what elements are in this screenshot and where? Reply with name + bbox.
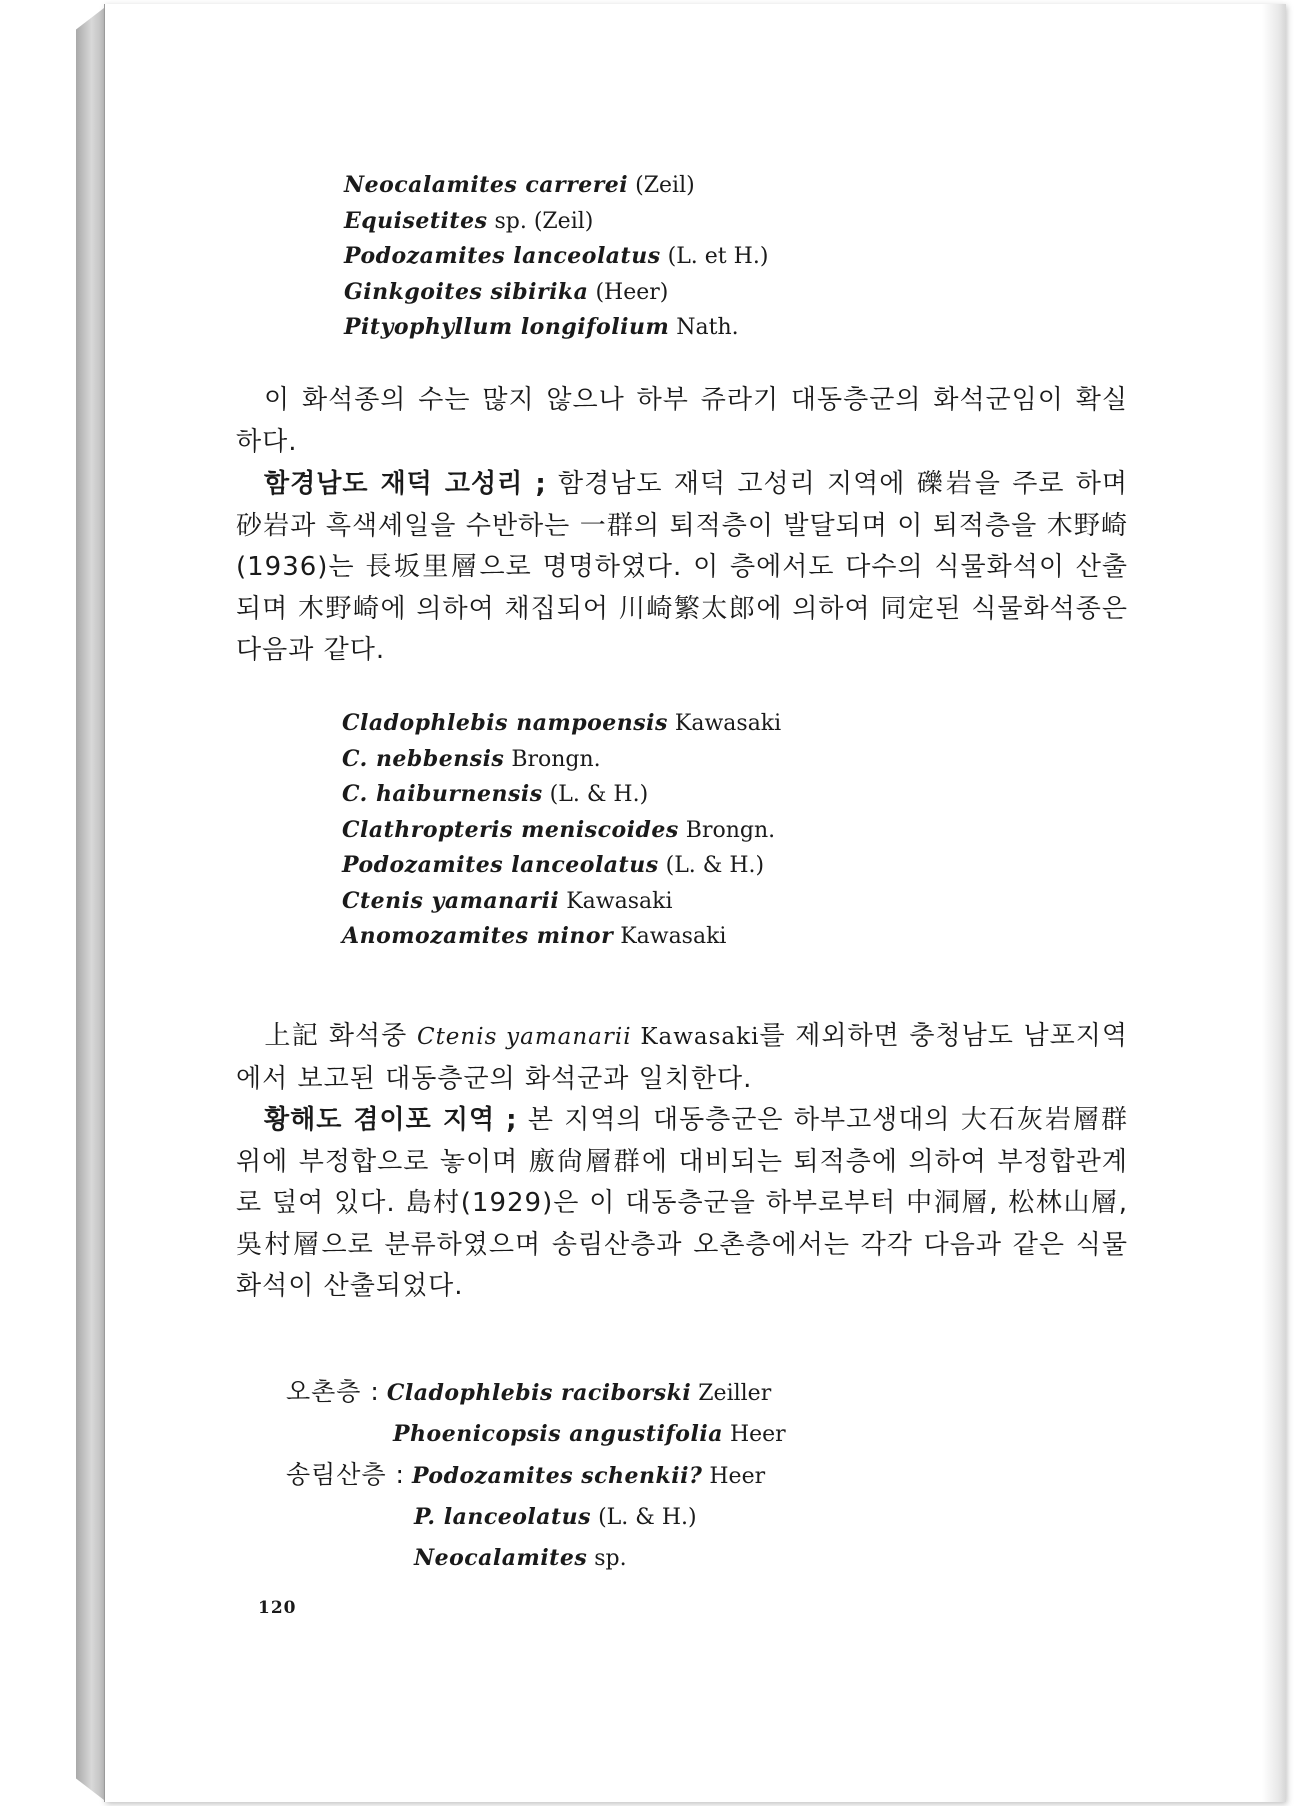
list-item: Cladophlebis nampoensis Kawasaki <box>342 710 782 736</box>
list-item: Ginkgoites sibirika (Heer) <box>344 278 669 305</box>
section-heading: 황해도 겸이포 지역 ; <box>264 1105 518 1135</box>
paragraph-text: 함경남도 재덕 고성리 지역에 礫岩을 주로 하며 砂岩과 흑색셰일을 수반하는 一群의 퇴적층이 발달되며 이 퇴적층을 木野崎(1936)는 長坂里層으로 명명하였다. 이 층에서도 다수의 식물화석이 산출되며 木野崎에 의하여 채집되어 川崎繁太郎에 의하여 同定된 식물화석종은 다음과 같다. <box>236 469 1128 665</box>
strata-list <box>286 1372 786 1579</box>
list-item: Podozamites lanceolatus (L. et H.) <box>344 243 769 269</box>
list-item: Neocalamites sp. <box>414 1545 627 1571</box>
paragraph-3: 上記 화석중 Ctenis yamanarii Kawasaki를 제외하면 충청남도 남포지역에서 보고된 대동층군의 화석군과 일치한다. <box>236 1021 1128 1094</box>
list-item: Equisetites sp. (Zeil) <box>344 207 594 234</box>
list-item: Podozamites lanceolatus (L. & H.) <box>342 852 765 878</box>
paragraph-1 <box>236 380 1128 463</box>
list-item: 송림산층 : Podozamites schenkii? Heer <box>286 1460 766 1489</box>
page-edge <box>1262 4 1286 1802</box>
stratum-label: 송림산층 : <box>286 1460 405 1489</box>
species-list-2 <box>342 706 781 955</box>
paragraph-text: 이 화석종의 수는 많지 않으나 하부 쥬라기 대동층군의 화석군임이 확실하다. <box>236 385 1128 457</box>
paragraph-text: 본 지역의 대동층군은 하부고생대의 大石灰岩層群위에 부정합으로 놓이며 廒尙層群에 대비되는 퇴적층에 의하여 부정합관계로 덮여 있다. 島村(1929)은 이 대동층군을 하부로부터 中洞層, 松林山層, 吳村層으로 분류하였으며 송림산층과 오촌층에서는 각각 다음과 같은 식물화석이 산출되었다. <box>236 1105 1128 1301</box>
paragraph-2 <box>236 464 1128 672</box>
list-item: Ctenis yamanarii Kawasaki <box>342 887 673 914</box>
species-list-1 <box>344 168 768 346</box>
list-item: Neocalamites carrerei (Zeil) <box>344 172 695 198</box>
paragraph-4 <box>236 1100 1128 1308</box>
page-number: 120 <box>258 1598 297 1618</box>
book-spine <box>76 8 104 1800</box>
stratum-label: 오촌층 : <box>286 1377 380 1406</box>
list-item: Phoenicopsis angustifolia Heer <box>393 1421 786 1447</box>
list-item: Clathropteris meniscoides Brongn. <box>342 816 776 843</box>
list-item: Anomozamites minor Kawasaki <box>342 923 727 949</box>
list-item: 오촌층 : Cladophlebis raciborski Zeiller <box>286 1377 772 1406</box>
list-item: C. haiburnensis (L. & H.) <box>342 781 649 807</box>
list-item: C. nebbensis Brongn. <box>342 745 601 772</box>
section-heading: 함경남도 재덕 고성리 ; <box>264 469 547 499</box>
list-item: Pityophyllum longifolium Nath. <box>344 314 739 340</box>
list-item: P. lanceolatus (L. & H.) <box>414 1504 697 1530</box>
species-name: Ctenis yamanarii <box>416 1024 632 1050</box>
